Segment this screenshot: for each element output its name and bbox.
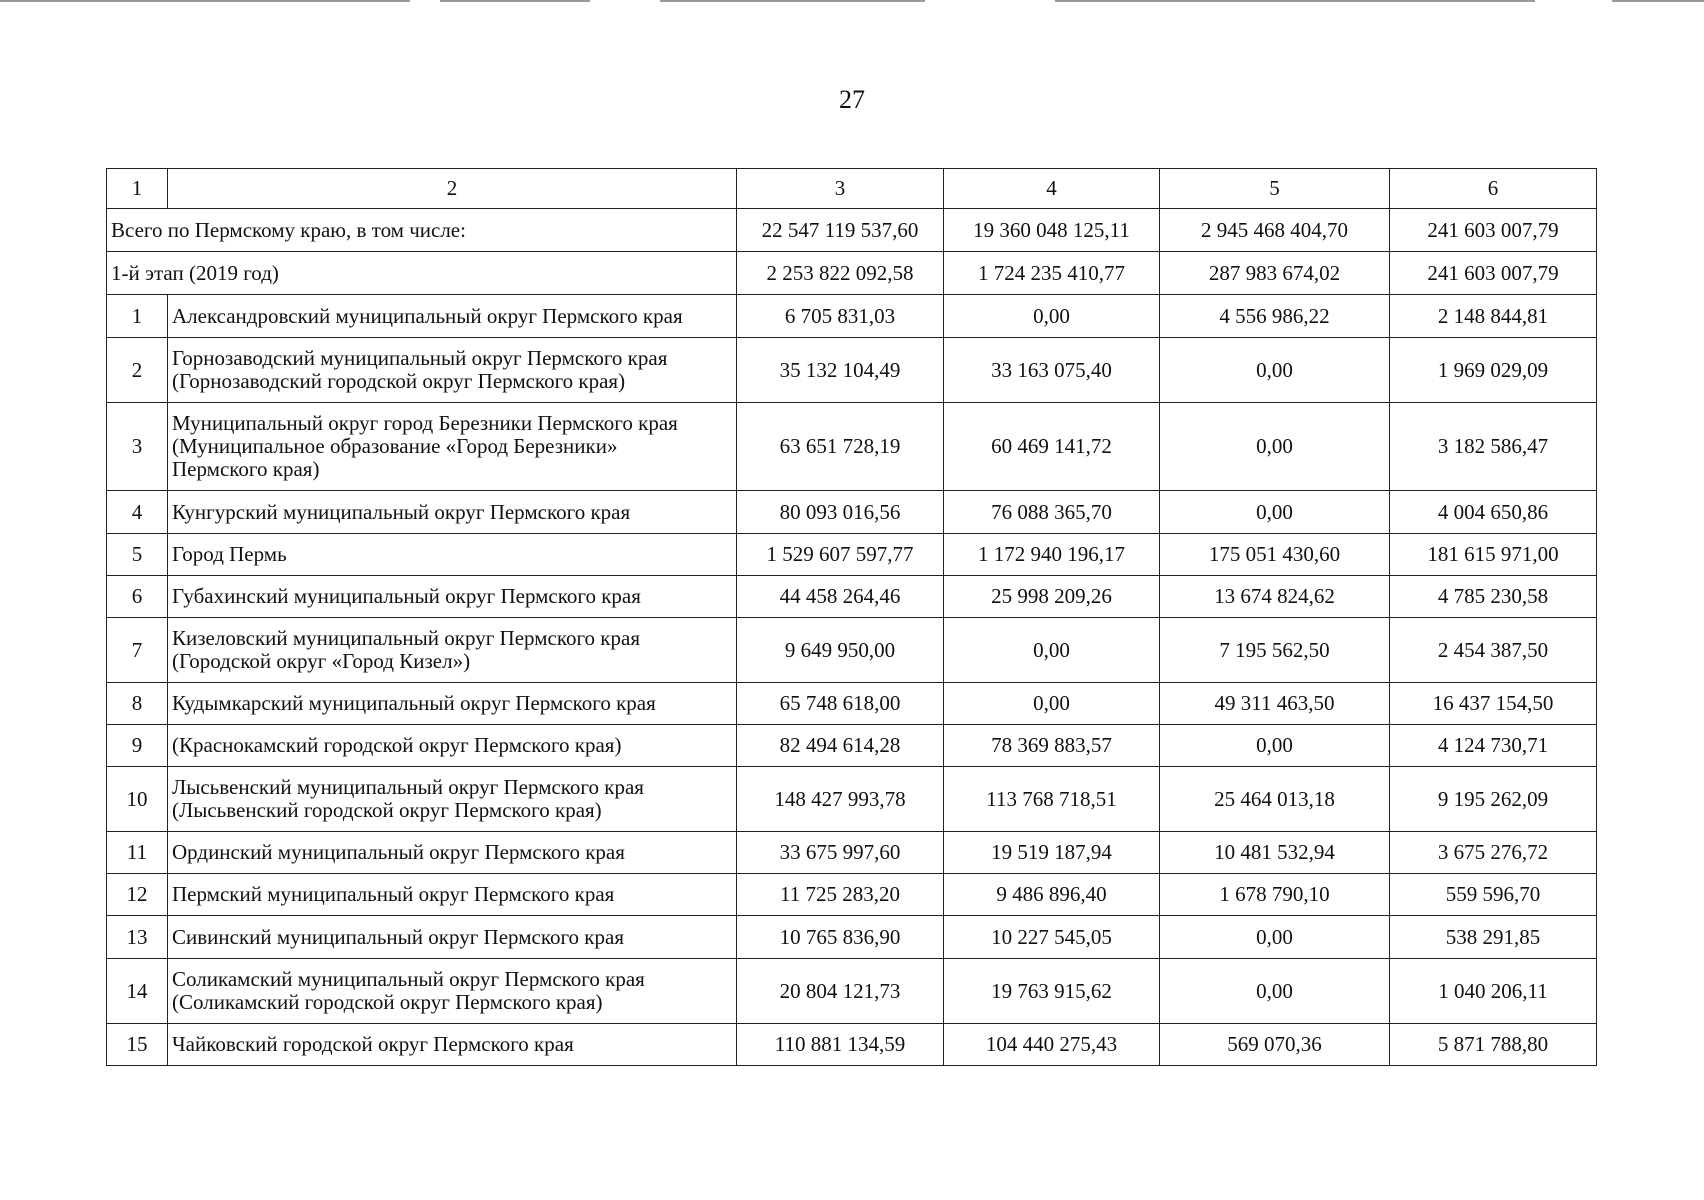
value-cell-col5: 175 051 430,60 [1160, 534, 1390, 576]
table-body [107, 169, 1597, 1066]
value-cell-col6: 4 124 730,71 [1390, 725, 1597, 767]
municipality-name-line: Кудымкарский муниципальный округ Пермского края [172, 691, 656, 715]
value-cell-col3: 80 093 016,56 [737, 491, 944, 534]
value-cell-col4: 76 088 365,70 [944, 491, 1160, 534]
value-cell-col5: 25 464 013,18 [1160, 767, 1390, 832]
row-number: 13 [107, 916, 168, 959]
municipality-name-line: Губахинский муниципальный округ Пермского края [172, 584, 641, 608]
table-row [107, 576, 1597, 618]
municipality-name [168, 1024, 737, 1066]
table-row [107, 403, 1597, 491]
municipality-name-line: (Краснокамский городской округ Пермского края) [172, 733, 622, 757]
value-cell-col3: 110 881 134,59 [737, 1024, 944, 1066]
municipality-name-line: Муниципальный округ город Березники Пермского края [172, 411, 678, 435]
value-cell-col3: 63 651 728,19 [737, 403, 944, 491]
value-cell-col4: 0,00 [944, 295, 1160, 338]
summary-value: 1 724 235 410,77 [944, 252, 1160, 295]
municipality-name-line: (Муниципальное образование «Город Березники» [172, 434, 618, 458]
value-cell-col4: 19 519 187,94 [944, 832, 1160, 874]
table-row [107, 916, 1597, 959]
summary-value: 22 547 119 537,60 [737, 209, 944, 252]
value-cell-col6: 181 615 971,00 [1390, 534, 1597, 576]
value-cell-col4: 1 172 940 196,17 [944, 534, 1160, 576]
value-cell-col3: 65 748 618,00 [737, 683, 944, 725]
page-number: 27 [839, 85, 865, 114]
value-cell-col4: 0,00 [944, 683, 1160, 725]
municipality-name-line: Чайковский городской округ Пермского края [172, 1032, 574, 1056]
municipality-name [168, 874, 737, 916]
table-row [107, 338, 1597, 403]
table-row [107, 874, 1597, 916]
municipality-name-line: Пермского края) [172, 457, 320, 481]
table-row [107, 491, 1597, 534]
value-cell-col6: 16 437 154,50 [1390, 683, 1597, 725]
municipality-name [168, 491, 737, 534]
value-cell-col6: 4 004 650,86 [1390, 491, 1597, 534]
value-cell-col4: 78 369 883,57 [944, 725, 1160, 767]
municipality-name-line: (Горнозаводский городской округ Пермского края) [172, 369, 626, 393]
municipality-name [168, 767, 737, 832]
municipality-name [168, 295, 737, 338]
value-cell-col5: 1 678 790,10 [1160, 874, 1390, 916]
header-row [107, 169, 1597, 209]
municipality-name [168, 916, 737, 959]
value-cell-col6: 1 969 029,09 [1390, 338, 1597, 403]
row-number: 15 [107, 1024, 168, 1066]
value-cell-col3: 44 458 264,46 [737, 576, 944, 618]
value-cell-col5: 13 674 824,62 [1160, 576, 1390, 618]
row-number: 11 [107, 832, 168, 874]
table-row [107, 683, 1597, 725]
value-cell-col4: 0,00 [944, 618, 1160, 683]
summary-value: 2 945 468 404,70 [1160, 209, 1390, 252]
table-row [107, 959, 1597, 1024]
scan-edge-mark [0, 0, 410, 2]
value-cell-col4: 60 469 141,72 [944, 403, 1160, 491]
municipality-name-line: Соликамский муниципальный округ Пермского края [172, 967, 645, 991]
summary-value: 241 603 007,79 [1390, 252, 1597, 295]
value-cell-col5: 0,00 [1160, 491, 1390, 534]
municipality-name [168, 403, 737, 491]
header-cell: 4 [944, 169, 1160, 209]
value-cell-col4: 19 763 915,62 [944, 959, 1160, 1024]
scan-edge-mark [1055, 0, 1535, 2]
municipality-name-line: (Городской округ «Город Кизел») [172, 649, 471, 673]
municipality-name [168, 534, 737, 576]
value-cell-col5: 0,00 [1160, 403, 1390, 491]
table-row [107, 618, 1597, 683]
value-cell-col6: 1 040 206,11 [1390, 959, 1597, 1024]
municipality-name [168, 832, 737, 874]
row-number: 2 [107, 338, 168, 403]
summary-row-stage [107, 252, 1597, 295]
summary-value: 19 360 048 125,11 [944, 209, 1160, 252]
value-cell-col3: 6 705 831,03 [737, 295, 944, 338]
value-cell-col4: 113 768 718,51 [944, 767, 1160, 832]
header-cell: 6 [1390, 169, 1597, 209]
value-cell-col6: 9 195 262,09 [1390, 767, 1597, 832]
summary-label: 1-й этап (2019 год) [107, 252, 737, 295]
value-cell-col6: 2 454 387,50 [1390, 618, 1597, 683]
value-cell-col6: 4 785 230,58 [1390, 576, 1597, 618]
summary-label: Всего по Пермскому краю, в том числе: [107, 209, 737, 252]
municipality-name [168, 576, 737, 618]
scan-edge-mark [440, 0, 590, 2]
municipality-name-line: Пермский муниципальный округ Пермского края [172, 882, 615, 906]
table-row [107, 295, 1597, 338]
row-number: 12 [107, 874, 168, 916]
table-row [107, 832, 1597, 874]
municipality-name-line: Лысьвенский муниципальный округ Пермского края [172, 775, 644, 799]
value-cell-col6: 538 291,85 [1390, 916, 1597, 959]
value-cell-col6: 559 596,70 [1390, 874, 1597, 916]
municipality-name-line: Ординский муниципальный округ Пермского края [172, 840, 625, 864]
scan-edge-mark [1612, 0, 1704, 2]
value-cell-col4: 9 486 896,40 [944, 874, 1160, 916]
table-row [107, 767, 1597, 832]
row-number: 3 [107, 403, 168, 491]
municipality-name-line: (Лысьвенский городской округ Пермского края) [172, 798, 602, 822]
value-cell-col3: 82 494 614,28 [737, 725, 944, 767]
value-cell-col5: 0,00 [1160, 916, 1390, 959]
value-cell-col3: 35 132 104,49 [737, 338, 944, 403]
table-row [107, 534, 1597, 576]
row-number: 9 [107, 725, 168, 767]
municipality-name [168, 725, 737, 767]
row-number: 10 [107, 767, 168, 832]
municipality-name-line: Город Пермь [172, 542, 287, 566]
municipality-name-line: Кизеловский муниципальный округ Пермского края [172, 626, 640, 650]
municipality-name [168, 618, 737, 683]
row-number: 4 [107, 491, 168, 534]
value-cell-col3: 9 649 950,00 [737, 618, 944, 683]
value-cell-col4: 33 163 075,40 [944, 338, 1160, 403]
header-cell: 5 [1160, 169, 1390, 209]
summary-value: 241 603 007,79 [1390, 209, 1597, 252]
value-cell-col5: 49 311 463,50 [1160, 683, 1390, 725]
value-cell-col3: 1 529 607 597,77 [737, 534, 944, 576]
municipality-name-line: Кунгурский муниципальный округ Пермского края [172, 499, 631, 524]
value-cell-col4: 25 998 209,26 [944, 576, 1160, 618]
value-cell-col3: 33 675 997,60 [737, 832, 944, 874]
value-cell-col5: 4 556 986,22 [1160, 295, 1390, 338]
table-row [107, 1024, 1597, 1066]
value-cell-col5: 7 195 562,50 [1160, 618, 1390, 683]
municipality-name [168, 338, 737, 403]
header-cell: 2 [168, 169, 737, 209]
data-table [106, 168, 1597, 1066]
value-cell-col3: 11 725 283,20 [737, 874, 944, 916]
value-cell-col6: 3 182 586,47 [1390, 403, 1597, 491]
value-cell-col5: 569 070,36 [1160, 1024, 1390, 1066]
scan-edge-mark [660, 0, 925, 2]
row-number: 14 [107, 959, 168, 1024]
value-cell-col5: 0,00 [1160, 338, 1390, 403]
municipality-name [168, 683, 737, 725]
municipality-name-line: Горнозаводский муниципальный округ Пермского края [172, 346, 668, 370]
municipality-name-line: Сивинский муниципальный округ Пермского края [172, 924, 624, 949]
table-row [107, 725, 1597, 767]
row-number: 7 [107, 618, 168, 683]
summary-value: 287 983 674,02 [1160, 252, 1390, 295]
value-cell-col4: 10 227 545,05 [944, 916, 1160, 959]
value-cell-col6: 3 675 276,72 [1390, 832, 1597, 874]
summary-value: 2 253 822 092,58 [737, 252, 944, 295]
municipality-name-line: Александровский муниципальный округ Пермского края [172, 303, 683, 328]
value-cell-col5: 10 481 532,94 [1160, 832, 1390, 874]
header-cell: 1 [107, 169, 168, 209]
header-cell: 3 [737, 169, 944, 209]
summary-row-total [107, 209, 1597, 252]
value-cell-col6: 2 148 844,81 [1390, 295, 1597, 338]
value-cell-col5: 0,00 [1160, 959, 1390, 1024]
row-number: 5 [107, 534, 168, 576]
value-cell-col6: 5 871 788,80 [1390, 1024, 1597, 1066]
value-cell-col5: 0,00 [1160, 725, 1390, 767]
value-cell-col3: 20 804 121,73 [737, 959, 944, 1024]
value-cell-col4: 104 440 275,43 [944, 1024, 1160, 1066]
value-cell-col3: 148 427 993,78 [737, 767, 944, 832]
row-number: 6 [107, 576, 168, 618]
row-number: 1 [107, 295, 168, 338]
row-number: 8 [107, 683, 168, 725]
municipality-name-line: (Соликамский городской округ Пермского края) [172, 990, 603, 1014]
value-cell-col3: 10 765 836,90 [737, 916, 944, 959]
municipality-name [168, 959, 737, 1024]
